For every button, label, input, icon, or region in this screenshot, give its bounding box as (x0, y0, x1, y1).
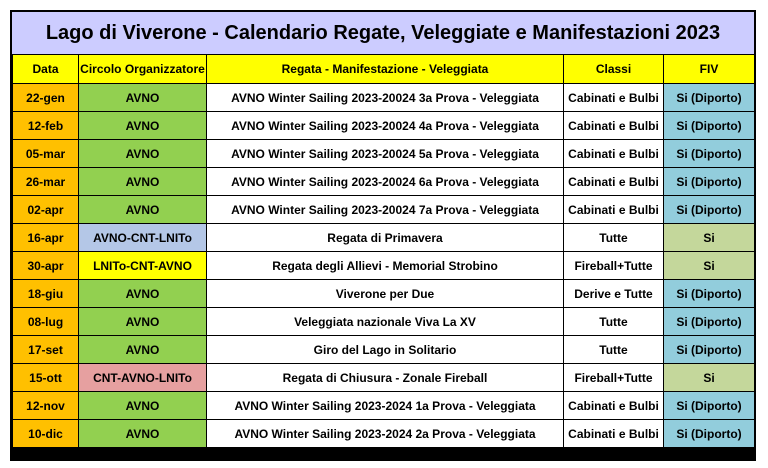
fiv-cell: Si (Diporto) (664, 140, 755, 168)
table-row (13, 420, 755, 448)
org-cell: AVNO (79, 308, 207, 336)
fiv-cell: Si (664, 224, 755, 252)
classi-cell: Cabinati e Bulbi (564, 84, 664, 112)
org-cell: AVNO (79, 336, 207, 364)
page-title: Lago di Viverone - Calendario Regate, Veleggiate e Manifestazioni 2023 (12, 12, 754, 54)
event-cell: AVNO Winter Sailing 2023-20024 3a Prova - Veleggiata (207, 84, 564, 112)
date-cell: 16-apr (13, 224, 79, 252)
event-cell: AVNO Winter Sailing 2023-2024 1a Prova - Veleggiata (207, 392, 564, 420)
calendar-table (12, 54, 755, 448)
event-cell: Regata degli Allievi - Memorial Strobino (207, 252, 564, 280)
org-cell: AVNO (79, 280, 207, 308)
date-cell: 08-lug (13, 308, 79, 336)
org-cell: AVNO (79, 392, 207, 420)
classi-cell: Tutte (564, 224, 664, 252)
date-cell: 12-nov (13, 392, 79, 420)
date-cell: 22-gen (13, 84, 79, 112)
date-cell: 30-apr (13, 252, 79, 280)
classi-cell: Cabinati e Bulbi (564, 168, 664, 196)
org-cell: AVNO (79, 84, 207, 112)
table-row (13, 392, 755, 420)
date-cell: 17-set (13, 336, 79, 364)
date-cell: 10-dic (13, 420, 79, 448)
table-row (13, 336, 755, 364)
calendar-sheet (10, 10, 756, 461)
org-cell: CNT-AVNO-LNITo (79, 364, 207, 392)
table-row (13, 196, 755, 224)
event-cell: Regata di Primavera (207, 224, 564, 252)
fiv-cell: Si (Diporto) (664, 392, 755, 420)
fiv-cell: Si (664, 252, 755, 280)
date-cell: 02-apr (13, 196, 79, 224)
classi-cell: Cabinati e Bulbi (564, 420, 664, 448)
fiv-cell: Si (Diporto) (664, 280, 755, 308)
classi-cell: Cabinati e Bulbi (564, 112, 664, 140)
classi-cell: Cabinati e Bulbi (564, 392, 664, 420)
date-cell: 12-feb (13, 112, 79, 140)
classi-cell: Fireball+Tutte (564, 252, 664, 280)
date-cell: 05-mar (13, 140, 79, 168)
table-row (13, 252, 755, 280)
fiv-cell: Si (Diporto) (664, 196, 755, 224)
table-row (13, 364, 755, 392)
event-cell: AVNO Winter Sailing 2023-20024 6a Prova - Veleggiata (207, 168, 564, 196)
fiv-cell: Si (Diporto) (664, 420, 755, 448)
org-cell: AVNO (79, 196, 207, 224)
event-cell: Giro del Lago in Solitario (207, 336, 564, 364)
table-row (13, 140, 755, 168)
date-cell: 26-mar (13, 168, 79, 196)
header-row (13, 55, 755, 84)
event-cell: AVNO Winter Sailing 2023-20024 5a Prova - Veleggiata (207, 140, 564, 168)
table-row (13, 112, 755, 140)
event-cell: AVNO Winter Sailing 2023-20024 7a Prova - Veleggiata (207, 196, 564, 224)
header-org: Circolo Organizzatore (79, 55, 207, 84)
classi-cell: Cabinati e Bulbi (564, 140, 664, 168)
table-row (13, 84, 755, 112)
org-cell: AVNO (79, 140, 207, 168)
date-cell: 15-ott (13, 364, 79, 392)
fiv-cell: Si (Diporto) (664, 112, 755, 140)
org-cell: AVNO (79, 112, 207, 140)
table-row (13, 224, 755, 252)
header-event: Regata - Manifestazione - Veleggiata (207, 55, 564, 84)
org-cell: LNITo-CNT-AVNO (79, 252, 207, 280)
classi-cell: Cabinati e Bulbi (564, 196, 664, 224)
header-fiv: FIV (664, 55, 755, 84)
event-cell: Veleggiata nazionale Viva La XV (207, 308, 564, 336)
fiv-cell: Si (Diporto) (664, 168, 755, 196)
header-classi: Classi (564, 55, 664, 84)
org-cell: AVNO (79, 420, 207, 448)
classi-cell: Tutte (564, 308, 664, 336)
classi-cell: Fireball+Tutte (564, 364, 664, 392)
org-cell: AVNO (79, 168, 207, 196)
fiv-cell: Si (Diporto) (664, 336, 755, 364)
header-date: Data (13, 55, 79, 84)
fiv-cell: Si (Diporto) (664, 308, 755, 336)
event-cell: AVNO Winter Sailing 2023-2024 2a Prova - Veleggiata (207, 420, 564, 448)
org-cell: AVNO-CNT-LNITo (79, 224, 207, 252)
table-row (13, 168, 755, 196)
fiv-cell: Si (664, 364, 755, 392)
table-row (13, 308, 755, 336)
classi-cell: Tutte (564, 336, 664, 364)
table-body (13, 84, 755, 448)
fiv-cell: Si (Diporto) (664, 84, 755, 112)
event-cell: Viverone per Due (207, 280, 564, 308)
classi-cell: Derive e Tutte (564, 280, 664, 308)
table-row (13, 280, 755, 308)
event-cell: AVNO Winter Sailing 2023-20024 4a Prova - Veleggiata (207, 112, 564, 140)
date-cell: 18-giu (13, 280, 79, 308)
event-cell: Regata di Chiusura - Zonale Fireball (207, 364, 564, 392)
